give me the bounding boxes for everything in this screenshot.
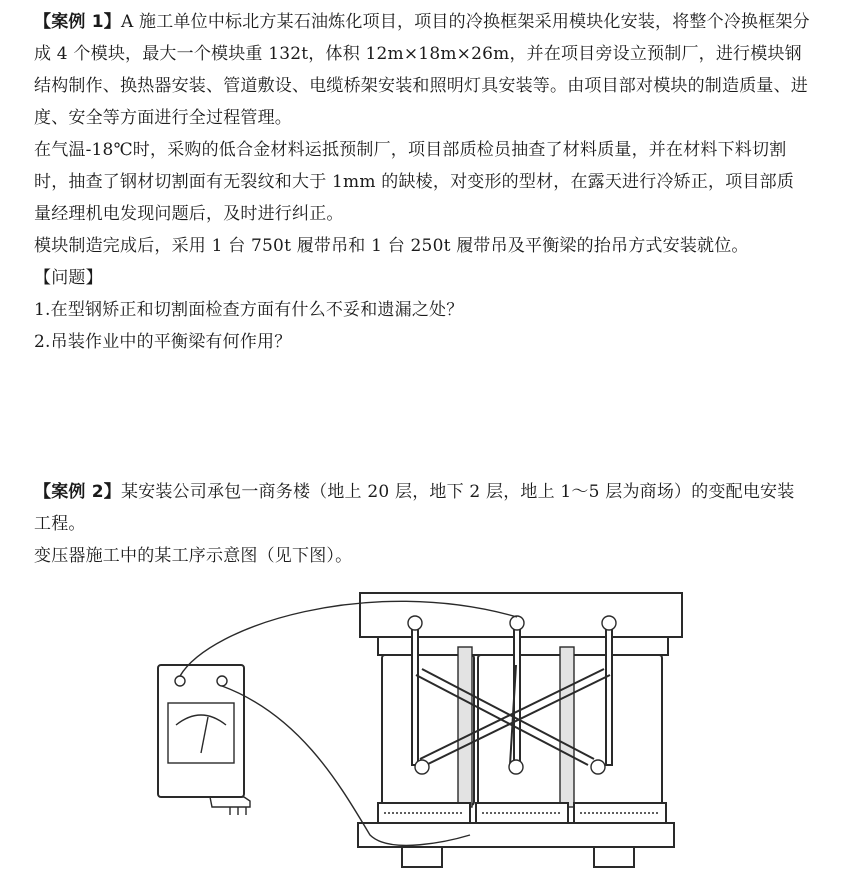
case-1-question-2: 2.吊装作业中的平衡梁有何作用？	[34, 332, 292, 352]
megohmmeter-icon	[158, 665, 250, 815]
case-2-paragraph-1-text: 某安装公司承包一商务楼（地上 20 层，地下 2 层，地上 1～5 层为商场）的变配电安装工程。	[34, 482, 795, 534]
lower-terminal-blocks	[378, 803, 666, 823]
case-2-paragraph-1	[34, 476, 810, 540]
case-2-paragraph-2: 变压器施工中的某工序示意图（见下图）。	[34, 546, 353, 566]
case-1-paragraph-1-text: A 施工单位中标北方某石油炼化项目，项目的冷换框架采用模块化安装，将整个冷换框架分成 4 个模块，最大一个模块重 132t，体积 12m×18m×26m，并在项目旁设立预制厂，进行模块钢结构制作、换热器安装、管道敷设、电缆桥架安装和照明灯具安装等。由项目部对模块的制造质量、进度、安全等方面进行全过程管理。	[34, 12, 810, 128]
case-2-section	[34, 476, 810, 572]
case-2-title: 【案例 2】	[34, 482, 121, 502]
case-1-paragraph-1	[34, 6, 810, 134]
case-1-question-1: 1.在型钢矫正和切割面检查方面有什么不妥和遗漏之处？	[34, 300, 464, 320]
case-1-questions-title: 【问题】	[34, 268, 103, 288]
transformer-diagram-svg	[150, 585, 690, 875]
case-1-paragraph-3: 模块制造完成后，采用 1 台 750t 履带吊和 1 台 250t 履带吊及平衡梁的抬吊方式安装就位。	[34, 236, 749, 256]
transformer-test-diagram	[150, 585, 690, 875]
case-1-paragraph-2: 在气温-18℃时，采购的低合金材料运抵预制厂，项目部质检员抽查了材料质量，并在材料下料切割时，抽查了钢材切割面有无裂纹和大于 1mm 的缺棱，对变形的型材，在露天进行冷矫正，项目部质量经理机电发现问题后，及时进行纠正。	[34, 140, 795, 224]
case-1-title: 【案例 1】	[34, 12, 121, 32]
case-1-section	[34, 6, 810, 358]
